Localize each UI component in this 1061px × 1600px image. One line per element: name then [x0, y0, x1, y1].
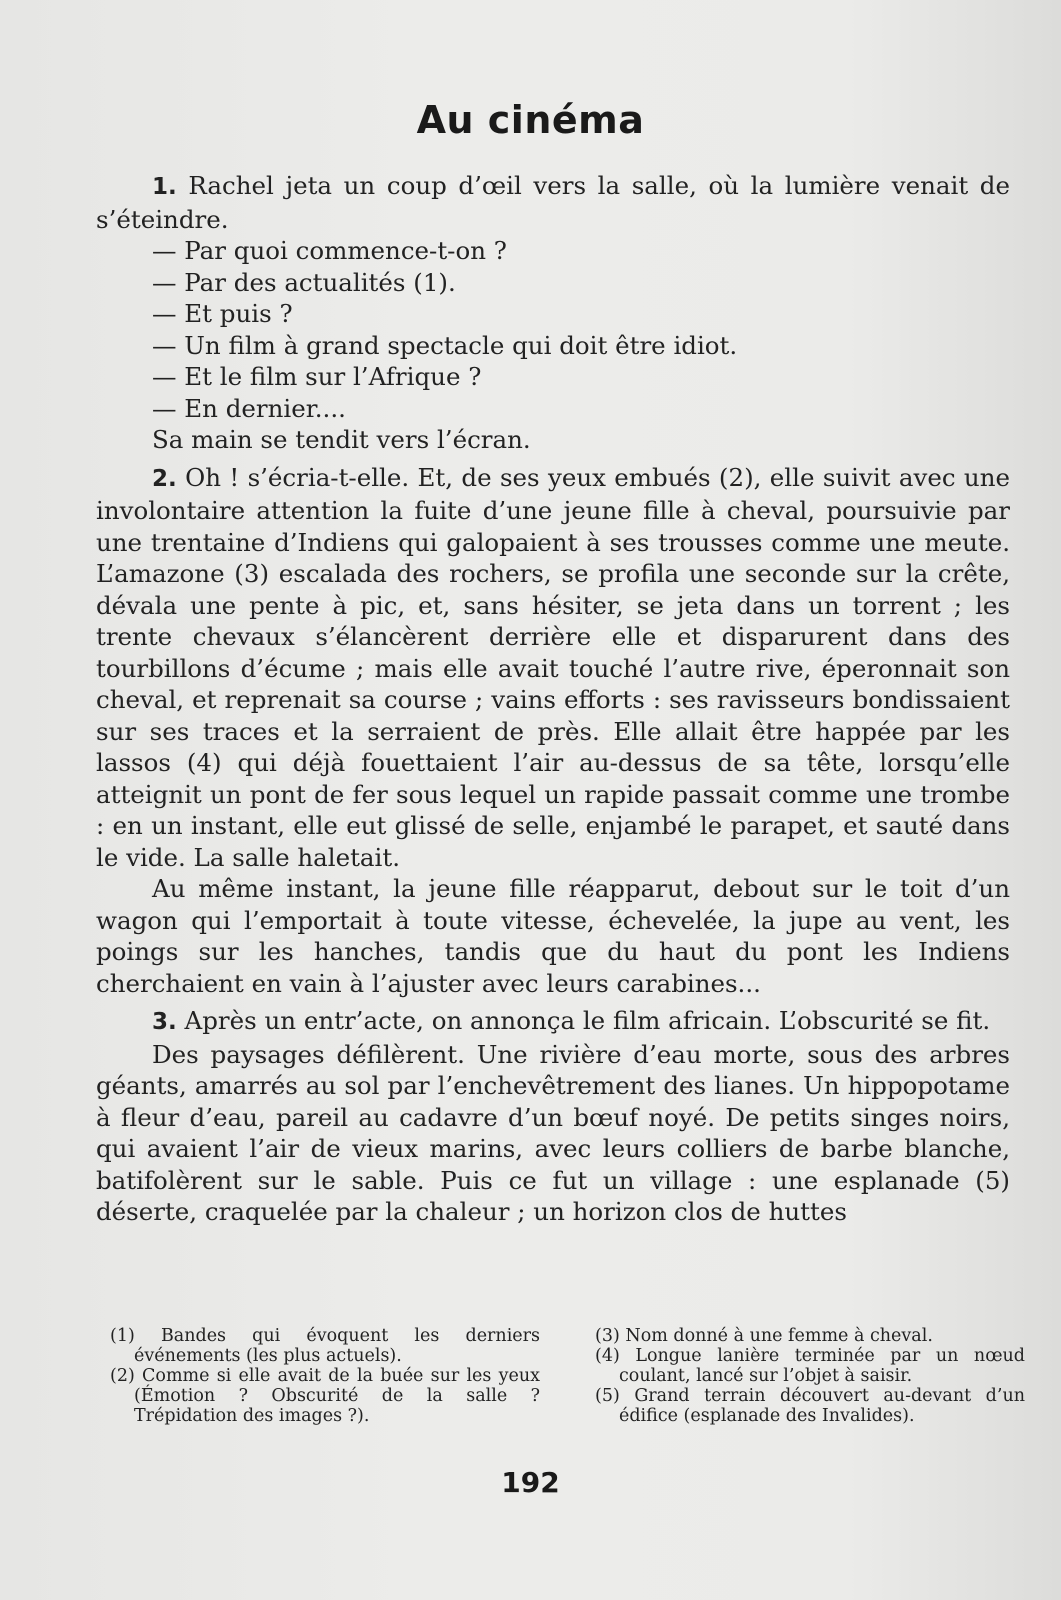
section-3-number: 3.	[152, 1009, 177, 1035]
dialogue-line: — Un film à grand spectacle qui doit être idiot.	[152, 330, 738, 360]
footnote-1: (1) Bandes qui évoquent les derniers événements (les plus actuels).	[110, 1326, 540, 1366]
footnote-2: (2) Comme si elle avait de la buée sur les yeux (Émotion ? Obscurité de la salle ? Trépidation des images ?).	[110, 1366, 540, 1426]
section-3-paragraph-2: Des paysages défilèrent. Une rivière d’eau morte, sous des arbres géants, amarrés au sol par l’enchevêtrement des lianes. Un hippopotame à fleur d’eau, pareil au cadavre d’un bœuf noyé. De petits singes noirs, qui avaient l’air de vieux marins, avec leurs colliers de barbe blanche, batifolèrent sur le sable. Puis ce fut un village : une esplanade (5) déserte, craquelée par la chaleur ; un horizon clos de huttes	[96, 1039, 1010, 1226]
dialogue-line: — Et puis ?	[152, 299, 293, 328]
dialogue-line: — En dernier....	[152, 393, 346, 423]
section-2-paragraph-1: 2. Oh ! s’écria-t-elle. Et, de ses yeux embués (2), elle suivit avec une involontaire attention la fuite d’une jeune fille à cheval, poursuivie par une trentaine d’Indiens qui galopaient à ses trousses comme une meute. L’amazone (3) escalada des rochers, se profila une seconde sur la crête, dévala une pente à pic, et, sans hésiter, se jeta dans un torrent ; les trente chevaux s’élancèrent derrière elle et disparurent dans des tourbillons d’écume ; mais elle avait touché l’autre rive, éperonnait son cheval, et reprenait sa course ; vains efforts : ses ravisseurs bondissaient sur ses traces et la serraient de près. Elle allait être happée par les lassos (4) qui déjà fouettaient l’air au-dessus de sa tête, lorsqu’elle atteignit un pont de fer sous lequel un rapide passait comme une trombe : en un instant, elle eut glissé de selle, enjambé le parapet, et sauté dans le vide. La salle haletait.	[96, 462, 1010, 872]
main-text	[96, 170, 1010, 1228]
footnotes	[110, 1326, 1025, 1426]
footnotes-right-column	[595, 1326, 1025, 1426]
section-2-paragraph-2: Au même instant, la jeune fille réapparut, debout sur le toit d’un wagon qui l’emportait à toute vitesse, échevelée, la jupe au vent, les poings sur les hanches, tandis que du haut du pont les Indiens cherchaient en vain à l’ajuster avec leurs carabines...	[96, 874, 1010, 998]
page-title: Au cinéma	[416, 98, 645, 142]
section-3-paragraph-1: 3. Après un entr’acte, on annonça le film africain. L’obscurité se fit.	[152, 1006, 991, 1035]
footnote-4: (4) Longue lanière terminée par un nœud coulant, lancé sur l’objet à saisir.	[595, 1346, 1025, 1386]
dialogue-line: — Et le film sur l’Afrique ?	[152, 362, 482, 391]
footnote-5: (5) Grand terrain découvert au-devant d’un édifice (esplanade des Invalides).	[595, 1386, 1025, 1426]
footnotes-left-column	[110, 1326, 540, 1426]
section-1-number: 1.	[152, 174, 177, 200]
footnote-3: (3) Nom donné à une femme à cheval.	[595, 1326, 933, 1346]
dialogue-line: — Par des actualités (1).	[152, 267, 456, 297]
page-number: 192	[501, 1466, 560, 1499]
section-1-closing: Sa main se tendit vers l’écran.	[152, 425, 531, 454]
section-2-number: 2.	[152, 465, 177, 492]
section-1-opening: 1. Rachel jeta un coup d’œil vers la salle, où la lumière venait de s’éteindre.	[96, 171, 1010, 234]
dialogue-line: — Par quoi commence-t-on ?	[152, 236, 507, 265]
